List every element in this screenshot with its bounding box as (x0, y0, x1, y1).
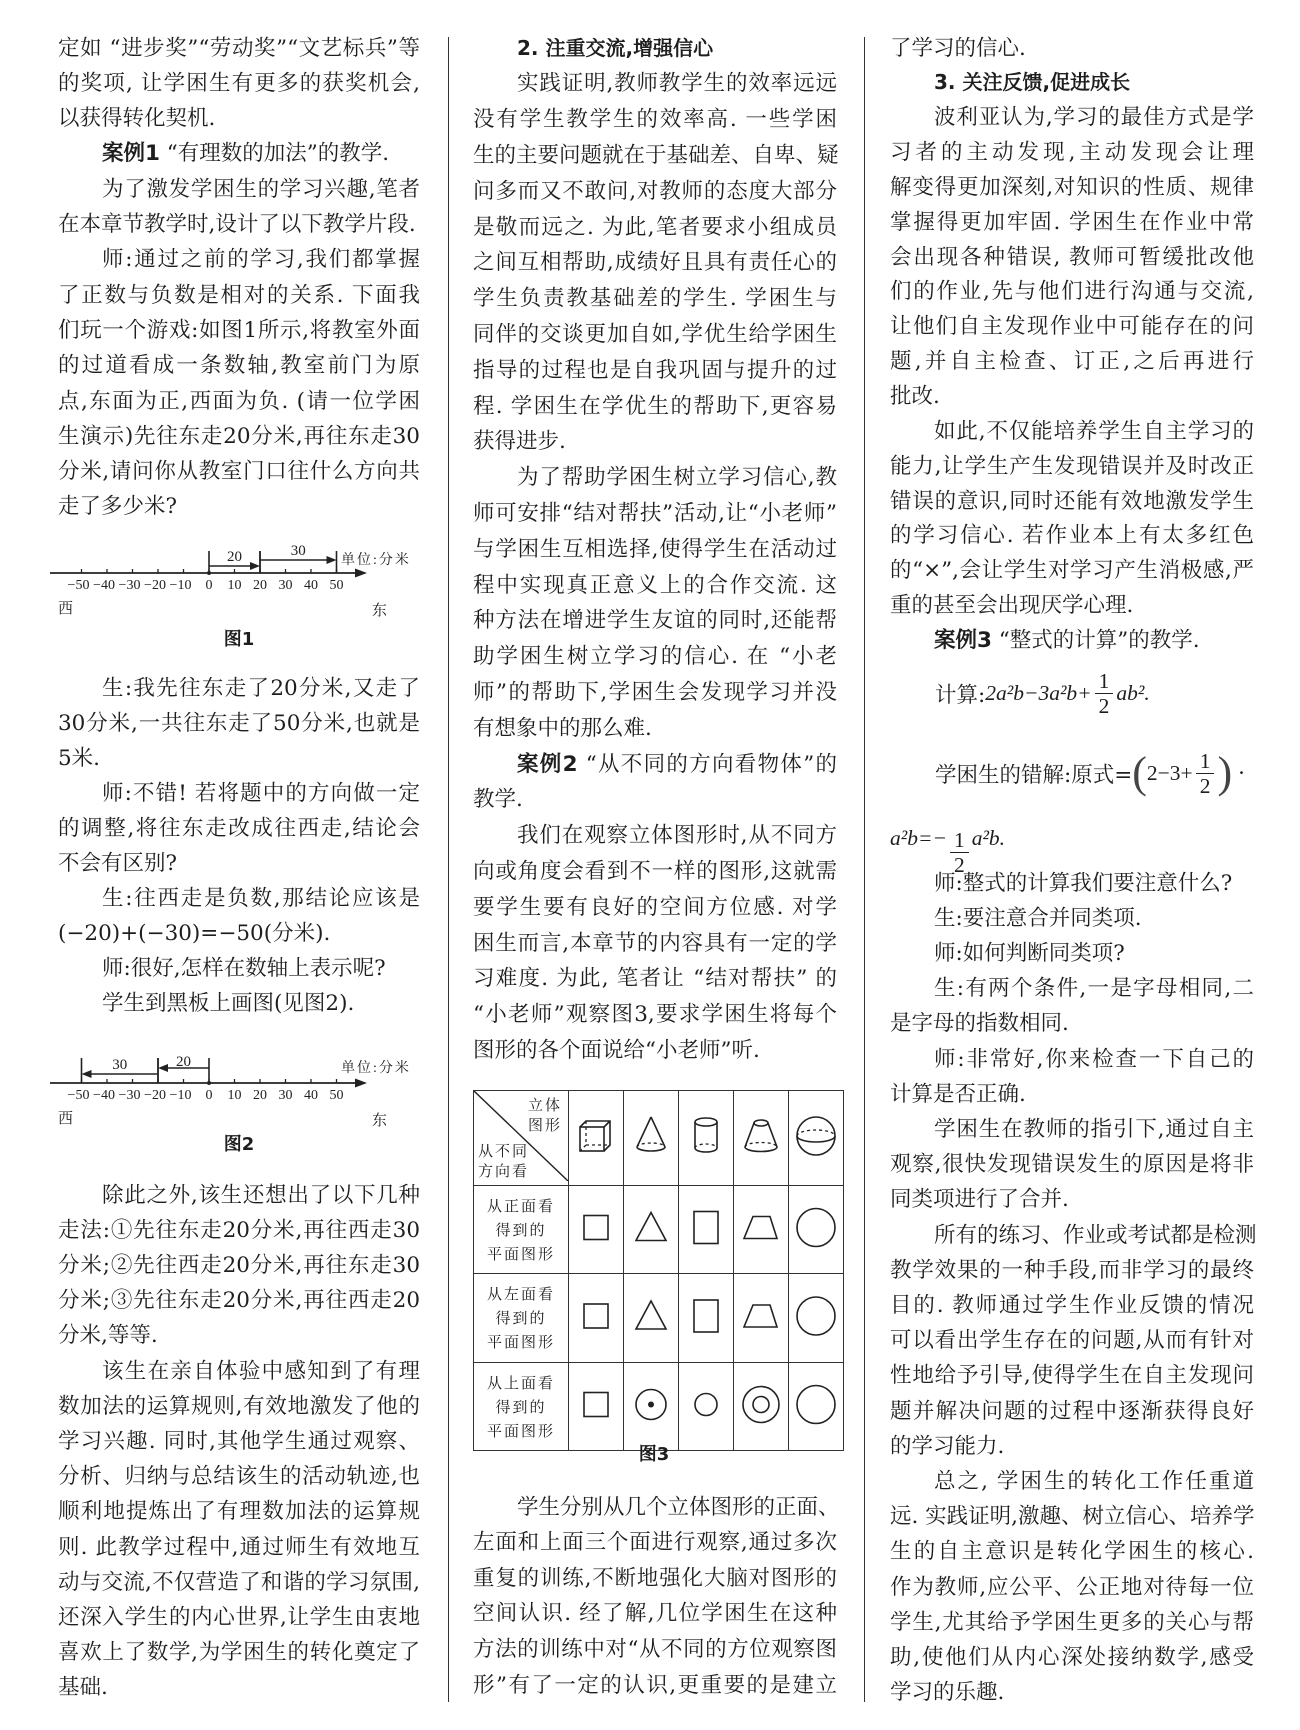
figure-3-views-table (473, 1090, 844, 1451)
text-line: 教学. (473, 787, 523, 813)
text-line: 师”的帮助下,学困生会发现学习并没 (473, 679, 837, 705)
solid-cell (679, 1091, 734, 1186)
tick-label: −40 (93, 1088, 115, 1103)
square-icon (569, 1274, 623, 1358)
fraction-denominator: 2 (1098, 693, 1110, 718)
west-label: 西 (58, 1111, 74, 1127)
view-shape-cell (569, 1363, 624, 1451)
figure-3-caption: 图3 (638, 1444, 670, 1465)
column-divider (448, 37, 449, 1702)
open-paren: ( (1132, 748, 1147, 797)
text-line: 指导的过程也是自我巩固与提升的过 (473, 357, 837, 383)
text-line: 的过道看成一条数轴,教室前门为原 (58, 353, 420, 379)
text-line: 观察,很快发现错误发生的原因是将非 (890, 1152, 1254, 1178)
text-line: 30分米,一共往东走了50分米,也就是 (58, 710, 420, 736)
text-line: 程中实现真正意义上的合作交流. 这 (473, 572, 837, 598)
text-line: 动与交流,不仅营造了和谐的学习氛围, (58, 1569, 420, 1595)
text-line: “小老师”观察图3,要求学困生将每个 (473, 1002, 837, 1028)
label-line: 平面图形 (486, 1333, 555, 1351)
label-line: 图形 (527, 1116, 562, 1134)
arrowhead (250, 562, 260, 570)
figure-1-caption: 图1 (223, 629, 255, 650)
text-line: 可以看出学生存在的问题,从而有针对 (890, 1328, 1254, 1354)
concentric-circles-icon (734, 1363, 788, 1446)
text-line: 困生而言,本章节的内容具有一定的学 (473, 930, 837, 956)
solid-cell (789, 1091, 844, 1186)
sphere-icon (789, 1091, 843, 1181)
fraction-denominator: 2 (953, 852, 965, 877)
formula-tail: a²b. (971, 825, 1006, 850)
text-line: 问多而又不敢问,对教师的态度大部分 (473, 178, 837, 204)
label-line: 从正面看 (486, 1196, 555, 1215)
text-line: 让他们自主发现作业中可能存在的问 (890, 314, 1254, 340)
case-title: “有理数的加法”的教学. (159, 141, 390, 167)
fraction-denominator: 2 (1199, 773, 1211, 798)
label-line: 方向看 (478, 1162, 530, 1180)
view-label-cell (474, 1186, 569, 1274)
view-shape-cell (734, 1274, 789, 1363)
view-shape-cell (679, 1274, 734, 1363)
text-line: 左面和上面三个面进行观察,通过多次 (473, 1530, 837, 1556)
tick-label: 20 (253, 578, 267, 593)
tick-label: 30 (278, 1088, 293, 1103)
text-line: 程. 学困生在学优生的帮助下,更容易 (473, 393, 837, 419)
text-line: 错误的意识,同时还能有效地激发学生 (890, 488, 1254, 514)
text-line: 题并解决问题的过程中逐渐获得良好 (890, 1398, 1254, 1424)
text-line: 生:我先往东走了20分米,又走了 (102, 675, 420, 701)
formula-tail: · (1238, 760, 1245, 786)
text-line: 学生,尤其给予学困生更多的关心与帮 (890, 1609, 1254, 1635)
case-label: 案例2 (517, 751, 578, 777)
text-line: 波利亚认为,学习的最佳方式是学 (934, 105, 1254, 131)
text-line: 点,东面为正,西面为负. (请一位学困 (58, 388, 420, 414)
formula-expression: a²b=− (890, 825, 947, 850)
label-line: 平面图形 (486, 1421, 555, 1440)
tick-label: 0 (205, 578, 213, 593)
text-line: 的奖项, 让学困生有更多的获奖机会, (58, 70, 420, 96)
table-row (474, 1274, 844, 1363)
text-line: 远. 实践证明,激趣、树立信心、培养学 (890, 1504, 1255, 1530)
text-line: 向或角度会看到不一样的图形,这就需 (473, 858, 837, 884)
label-line: 得到的 (495, 1309, 547, 1327)
table-row (474, 1363, 844, 1451)
solid-cell (569, 1091, 624, 1186)
axis-arrowhead (355, 569, 367, 578)
view-shape-cell (569, 1274, 624, 1363)
text-line: 分米;②先往西走20分米,再往东走30 (58, 1252, 420, 1278)
label-line: 得到的 (495, 1397, 547, 1416)
tick-label: 40 (304, 578, 318, 593)
text-line: 习者的主动发现,主动发现会让理 (890, 140, 1254, 166)
text-line: 是字母的指数相同. (890, 1011, 1069, 1037)
figure-1-number-line (40, 530, 440, 630)
fraction (1196, 749, 1215, 798)
text-line: 数加法的运算规则,有效地激发了他的 (58, 1393, 420, 1419)
circle-icon (789, 1363, 843, 1446)
arrow-label: 20 (176, 1054, 191, 1070)
text-line: 所有的练习、作业或考试都是检测 (934, 1222, 1257, 1248)
tick-label: −30 (118, 578, 141, 593)
text-line: 师:如何判断同类项? (934, 940, 1125, 966)
table-row (474, 1186, 844, 1274)
text-line: 生的自主意识是转化学困生的核心. (890, 1539, 1254, 1565)
text-line: 该生在亲自体验中感知到了有理 (102, 1358, 420, 1384)
case-label: 案例3 (934, 627, 992, 653)
text-line: 在本章节教学时,设计了以下教学片段. (58, 212, 416, 237)
circle-icon (789, 1274, 843, 1358)
text-line (890, 623, 1254, 658)
text-line: 教学效果的一种手段,而非学习的最终 (890, 1257, 1254, 1283)
tick-label: 20 (253, 1088, 267, 1103)
east-label: 东 (372, 1113, 388, 1129)
view-shape-cell (789, 1274, 844, 1363)
trapezoid-icon (734, 1274, 788, 1358)
text-line: 基础. (58, 1675, 108, 1701)
arrowhead (327, 556, 337, 564)
case-label: 案例1 (102, 141, 160, 167)
text-line: 了学习的信心. (890, 35, 1026, 61)
text-line: 同类项进行了合并. (890, 1187, 1069, 1213)
header-solid-label (528, 1095, 562, 1135)
unit-label: 单位:分米 (341, 1061, 411, 1076)
text-line: 题,并自主检查、订正,之后再进行 (890, 349, 1254, 375)
text-line: 生:要注意合并同类项. (934, 905, 1142, 931)
cylinder-icon (679, 1091, 733, 1181)
text-line: 性地给予引导,使得学生在自主发现问 (890, 1363, 1254, 1389)
square-icon (569, 1363, 623, 1446)
text-line: 为了激发学困生的学习兴趣,笔者 (102, 176, 420, 202)
view-shape-cell (624, 1186, 679, 1274)
tick-label: −10 (169, 1088, 192, 1103)
formula-calculation (935, 663, 1150, 723)
text-line: (−20)+(−30)=−50(分米). (58, 920, 331, 946)
view-shape-cell (789, 1186, 844, 1274)
east-label: 东 (372, 603, 388, 619)
section-heading: 2. 注重交流,增强信心 (517, 35, 714, 60)
text-line: 们玩一个游戏:如图1所示,将教室外面 (58, 317, 420, 343)
view-shape-cell (624, 1274, 679, 1363)
text-line: 的“×”,会让学生对学习产生消极感,严 (890, 558, 1254, 584)
text-line: 以获得转化契机. (58, 106, 216, 132)
column-divider (864, 37, 865, 1702)
arrow-label: 20 (227, 549, 242, 565)
formula-tail: ab². (1116, 680, 1150, 705)
text-line: 同伴的交谈更加自如,学优生给学困生 (473, 321, 837, 347)
label-line: 平面图形 (486, 1244, 555, 1263)
text-line: 师:非常好,你来检查一下自己的 (934, 1046, 1254, 1072)
text-line: 实践证明,教师教学生的效率远远 (517, 71, 837, 97)
fraction (950, 828, 969, 877)
formula-wrong-solution-continued (890, 808, 1006, 877)
tick-label: −20 (144, 1088, 166, 1103)
text-line: 师:整式的计算我们要注意什么? (934, 870, 1233, 896)
text-line: 图形的各个面说给“小老师”听. (473, 1037, 760, 1063)
text-line: 学习的乐趣. (890, 1680, 1005, 1706)
trapezoid-icon (734, 1186, 788, 1269)
west-label: 西 (58, 601, 74, 617)
tick-label: 50 (329, 578, 344, 593)
text-line: 能力,让学生产生发现错误并及时改正 (890, 453, 1254, 479)
text-line: 助,使他们从内心深处接纳数学,感受 (890, 1644, 1254, 1670)
text-line: 会出现各种错误, 教师可暂缓批改他 (890, 244, 1254, 270)
diagonal-header-cell (474, 1091, 569, 1186)
solid-cell (734, 1091, 789, 1186)
text-line: 师可安排“结对帮扶”活动,让“小老师” (473, 500, 837, 526)
view-label-cell (474, 1274, 569, 1363)
text-line (473, 747, 837, 782)
text-line: 学生到黑板上画图(见图2). (102, 990, 355, 1016)
label-line: 从左面看 (486, 1285, 555, 1303)
figure-2-number-line (40, 1020, 440, 1130)
circle-icon (789, 1186, 843, 1269)
tick-label: −10 (169, 578, 192, 593)
text-line: 生:有两个条件,一是字母相同,二 (934, 976, 1254, 1002)
label-line: 从不同 (478, 1142, 530, 1160)
fraction-numerator: 1 (950, 828, 969, 853)
table-header-row (474, 1091, 844, 1186)
text-line: 目的. 教师通过学生作业反馈的情况 (890, 1292, 1254, 1318)
tick-label: −50 (67, 1088, 90, 1103)
cube-icon (569, 1091, 623, 1181)
view-shape-cell (569, 1186, 624, 1274)
view-shape-cell (734, 1186, 789, 1274)
axis-arrowhead (355, 1079, 367, 1088)
case-title: “整式的计算”的教学. (991, 627, 1200, 653)
square-icon (569, 1186, 623, 1269)
tick-label: −40 (93, 578, 115, 593)
tick-label: −50 (67, 578, 90, 593)
cone-icon (624, 1091, 678, 1181)
text-line: 的调整,将往东走改成往西走,结论会 (58, 815, 420, 841)
text-line: 分米,请问你从教室门口往什么方向共 (58, 459, 420, 485)
formula-expression: 2a²b−3a²b+ (985, 680, 1092, 705)
text-line: 则. 此教学过程中,通过师生有效地互 (58, 1534, 420, 1560)
text-line: 师:不错! 若将题中的方向做一定 (102, 780, 420, 806)
text-line: 顺利地提炼出了有理数加法的运算规 (58, 1499, 420, 1525)
tick-label: 10 (227, 578, 242, 593)
text-line: 习难度. 为此, 笔者让 “结对帮扶” 的 (473, 966, 837, 992)
section-heading: 3. 关注反馈,促进成长 (934, 70, 1131, 95)
text-line: 要学生要有良好的空间方位感. 对学 (473, 894, 837, 920)
text-line: 有想象中的那么难. (473, 715, 652, 741)
view-shape-cell (679, 1186, 734, 1274)
text-line: 重复的训练,不断地强化大脑对图形的 (473, 1565, 837, 1591)
text-line: 的学习能力. (890, 1433, 1005, 1459)
rectangle-icon (679, 1274, 733, 1358)
label-line: 得到的 (495, 1220, 547, 1239)
formula-expression: 2−3+ (1146, 760, 1193, 785)
text-line: 学困生在教师的指引下,通过自主 (934, 1116, 1254, 1142)
text-line: 作为教师,应公平、公正地对待每一位 (890, 1574, 1254, 1600)
case-title: “从不同的方向看物体”的 (577, 751, 837, 777)
tick-label: 50 (329, 1088, 344, 1103)
text-line: 师:很好,怎样在数轴上表示呢? (102, 955, 386, 981)
text-line: 师:通过之前的学习,我们都掌握 (102, 247, 420, 273)
text-line: 走了多少米? (58, 494, 178, 520)
tick-label: −30 (118, 1088, 141, 1103)
tick-label: 10 (227, 1088, 242, 1103)
text-line: 生演示)先往东走20分米,再往东走30 (58, 423, 420, 449)
text-line: 为了帮助学困生树立学习信心,教 (517, 465, 837, 491)
arrowhead (158, 1064, 168, 1072)
tick-label: −20 (144, 578, 166, 593)
text-line: 生:往西走是负数,那结论应该是 (102, 885, 420, 911)
fraction-numerator: 1 (1095, 669, 1114, 694)
text-line: 分米;③先往东走20分米,再往西走20 (58, 1288, 420, 1314)
text-line: 掌握得更加牢固. 学困生在作业中常 (890, 209, 1254, 235)
label-line: 从上面看 (486, 1373, 555, 1392)
text-line: 如此,不仅能培养学生自主学习的 (934, 418, 1254, 444)
arrowhead (82, 1070, 92, 1078)
fraction-numerator: 1 (1196, 749, 1215, 774)
close-paren: ) (1217, 748, 1233, 797)
text-line: 还深入学生的内心世界,让学生由衷地 (58, 1604, 420, 1630)
text-line: 喜欢上了数学,为学困生的转化奠定了 (58, 1640, 420, 1666)
text-line: 生的主要问题就在于基础差、自卑、疑 (473, 142, 839, 168)
triangle-icon (624, 1186, 678, 1269)
text-line: 学生负责教基础差的学生. 学困生与 (473, 286, 837, 312)
figure-2-caption: 图2 (223, 1134, 255, 1155)
text-line: 解变得更加深刻,对知识的性质、规律 (890, 174, 1254, 200)
text-line: 除此之外,该生还想出了以下几种 (102, 1182, 420, 1208)
formula-label: 计算: (935, 682, 986, 708)
arrow-label: 30 (112, 1057, 128, 1073)
unit-label: 单位:分米 (341, 553, 411, 568)
text-line: 的学习信心. 若作业本上有太多红色 (890, 523, 1254, 549)
view-shape-cell (789, 1363, 844, 1451)
text-line: 我们在观察立体图形时,从不同方 (517, 823, 837, 849)
text-line: 定如 “进步奖”“劳动奖”“文艺标兵”等 (58, 35, 420, 61)
text-line: 方法的训练中对“从不同的方位观察图 (473, 1636, 837, 1662)
text-line: 总之, 学困生的转化工作任重道 (934, 1468, 1254, 1494)
text-line: 是敬而远之. 为此,笔者要求小组成员 (473, 214, 837, 240)
view-shape-cell (679, 1363, 734, 1451)
header-direction-label (478, 1141, 529, 1181)
tick-label: 40 (304, 1088, 318, 1103)
text-line: 与学困生互相选择,使得学生在活动过 (473, 536, 837, 562)
tick-label: 0 (205, 1088, 213, 1103)
solid-cell (624, 1091, 679, 1186)
formula-label: 学困生的错解:原式= (935, 762, 1133, 788)
text-line: 不会有区别? (58, 850, 178, 876)
text-line: 助学困生树立学习的信心. 在 “小老 (473, 644, 837, 670)
text-line: 获得进步. (473, 429, 566, 455)
view-label-cell (474, 1363, 569, 1451)
text-line: 批改. (890, 384, 940, 409)
text-line: 没有学生教学生的效率高. 一些学困 (473, 107, 837, 133)
text-line: 们的作业,先与他们进行沟通与交流, (890, 279, 1254, 305)
text-line: 5米. (58, 745, 101, 771)
text-line: 了正数与负数是相对的关系. 下面我 (58, 282, 420, 308)
text-line: 种方法在增进学生友谊的同时,还能帮 (473, 608, 837, 634)
text-line: 走法:①先往东走20分米,再往西走30 (58, 1217, 420, 1243)
frustum-icon (734, 1091, 788, 1181)
text-line (58, 136, 420, 171)
text-line: 分析、归纳与总结该生的活动轨迹,也 (58, 1464, 420, 1490)
text-line: 计算是否正确. (890, 1081, 1026, 1107)
text-line: 形”有了一定的认识,更重要的是建立 (473, 1672, 837, 1698)
fraction (1095, 669, 1114, 718)
small-circle-icon (679, 1363, 733, 1446)
text-line: 分米,等等. (58, 1323, 158, 1349)
formula-wrong-solution (935, 743, 1245, 803)
view-shape-cell (624, 1363, 679, 1451)
text-line: 学习兴趣. 同时,其他学生通过观察、 (58, 1428, 420, 1454)
arrow-label: 30 (290, 543, 306, 559)
view-shape-cell (734, 1363, 789, 1451)
text-line: 空间认识. 经了解,几位学困生在这种 (473, 1601, 837, 1627)
text-line: 学生分别从几个立体图形的正面、 (517, 1494, 840, 1520)
tick-label: 30 (278, 578, 293, 593)
triangle-icon (624, 1274, 678, 1358)
text-line: 重的甚至会出现厌学心理. (890, 593, 1134, 619)
dotted-circle-icon (624, 1363, 678, 1446)
text-line: 之间互相帮助,成绩好且具有责任心的 (473, 250, 837, 276)
rectangle-icon (679, 1186, 733, 1269)
label-line: 立体 (527, 1096, 562, 1114)
